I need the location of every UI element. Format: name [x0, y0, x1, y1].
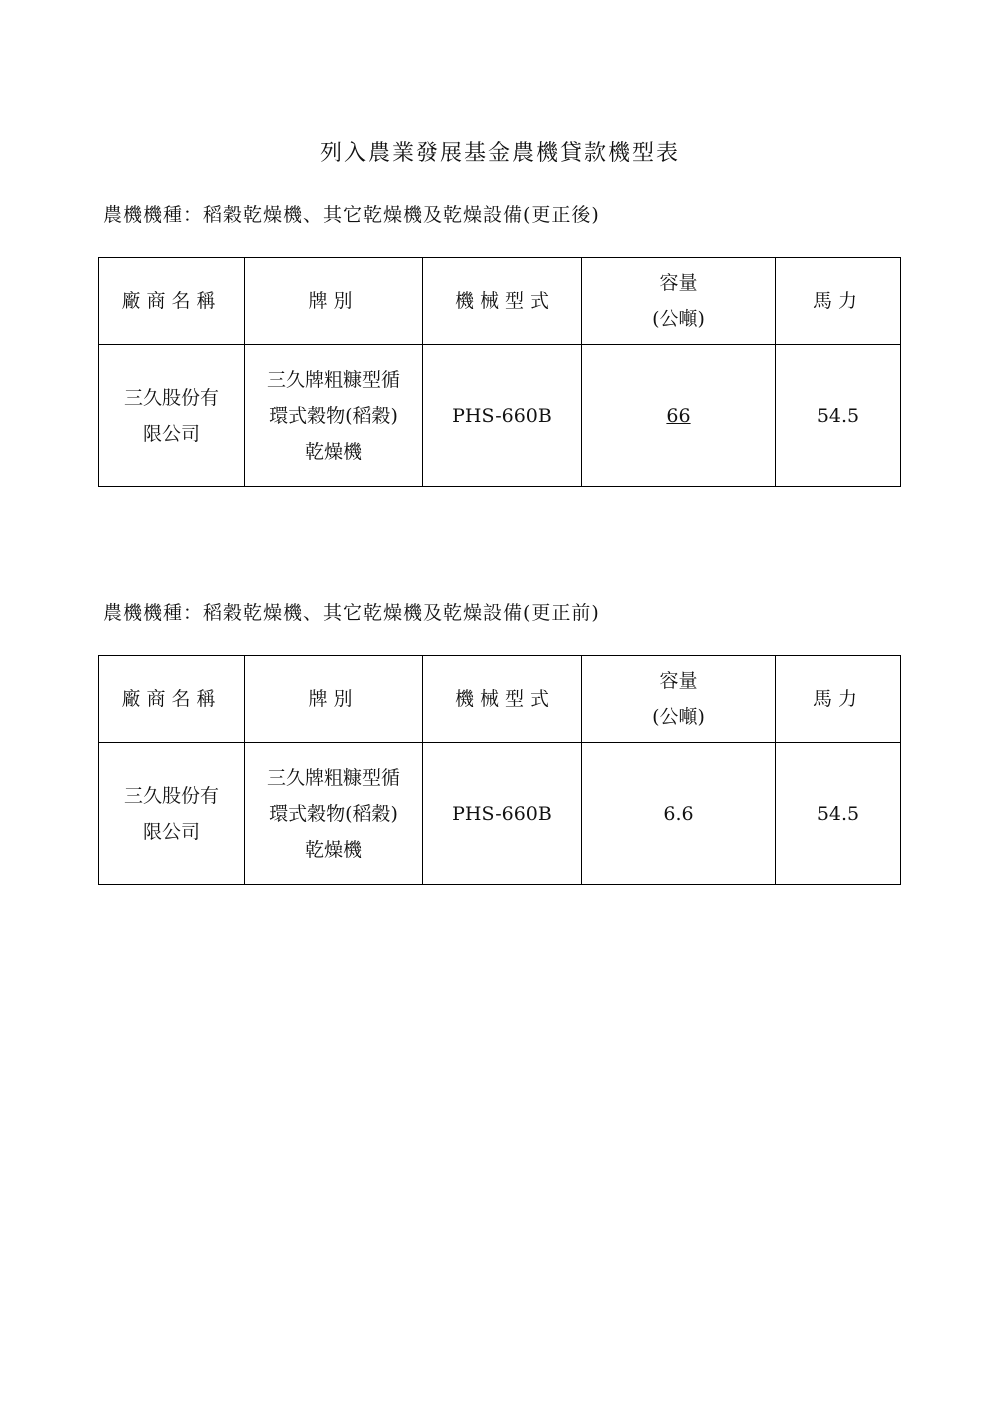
header-brand: 牌別 [245, 258, 423, 345]
table-row [99, 345, 901, 487]
vendor-line: 限公司 [142, 820, 200, 843]
cell-horsepower: 54.5 [776, 345, 901, 487]
table-before [98, 655, 901, 885]
cell-model: PHS-660B [423, 743, 582, 885]
brand-line: 三久牌粗糠型循 [266, 766, 400, 789]
table-row [99, 743, 901, 885]
vendor-line: 限公司 [142, 422, 200, 445]
capacity-unit: (公噸) [652, 308, 705, 330]
vendor-line: 三久股份有 [123, 386, 219, 409]
header-horsepower: 馬力 [776, 656, 901, 743]
cell-capacity: 6.6 [582, 743, 776, 885]
cell-vendor [99, 345, 245, 487]
header-model: 機 械 型 式 [423, 258, 582, 345]
capacity-value: 66 [666, 404, 691, 427]
table-header-row [99, 258, 901, 345]
capacity-label: 容量 [659, 670, 698, 692]
cell-brand [245, 345, 423, 487]
cell-brand [245, 743, 423, 885]
cell-model: PHS-660B [423, 345, 582, 487]
header-horsepower: 馬力 [776, 258, 901, 345]
capacity-unit: (公噸) [652, 706, 705, 728]
brand-line: 乾燥機 [304, 838, 362, 861]
capacity-label: 容量 [659, 272, 698, 294]
table-after [98, 257, 901, 487]
header-vendor: 廠商名稱 [99, 258, 245, 345]
section-heading-after: 農機機種：稻穀乾燥機、其它乾燥機及乾燥設備(更正後) [103, 204, 600, 226]
table-header-row [99, 656, 901, 743]
header-brand: 牌別 [245, 656, 423, 743]
header-model: 機 械 型 式 [423, 656, 582, 743]
header-capacity [582, 656, 776, 743]
header-capacity [582, 258, 776, 345]
cell-vendor [99, 743, 245, 885]
cell-horsepower: 54.5 [776, 743, 901, 885]
cell-capacity [582, 345, 776, 487]
vendor-line: 三久股份有 [123, 784, 219, 807]
brand-line: 三久牌粗糠型循 [266, 368, 400, 391]
brand-line: 環式穀物(稻穀) [269, 404, 398, 427]
section-heading-before: 農機機種：稻穀乾燥機、其它乾燥機及乾燥設備(更正前) [103, 602, 600, 624]
brand-line: 乾燥機 [304, 440, 362, 463]
brand-line: 環式穀物(稻穀) [269, 802, 398, 825]
page-title: 列入農業發展基金農機貸款機型表 [319, 141, 680, 166]
header-vendor: 廠商名稱 [99, 656, 245, 743]
